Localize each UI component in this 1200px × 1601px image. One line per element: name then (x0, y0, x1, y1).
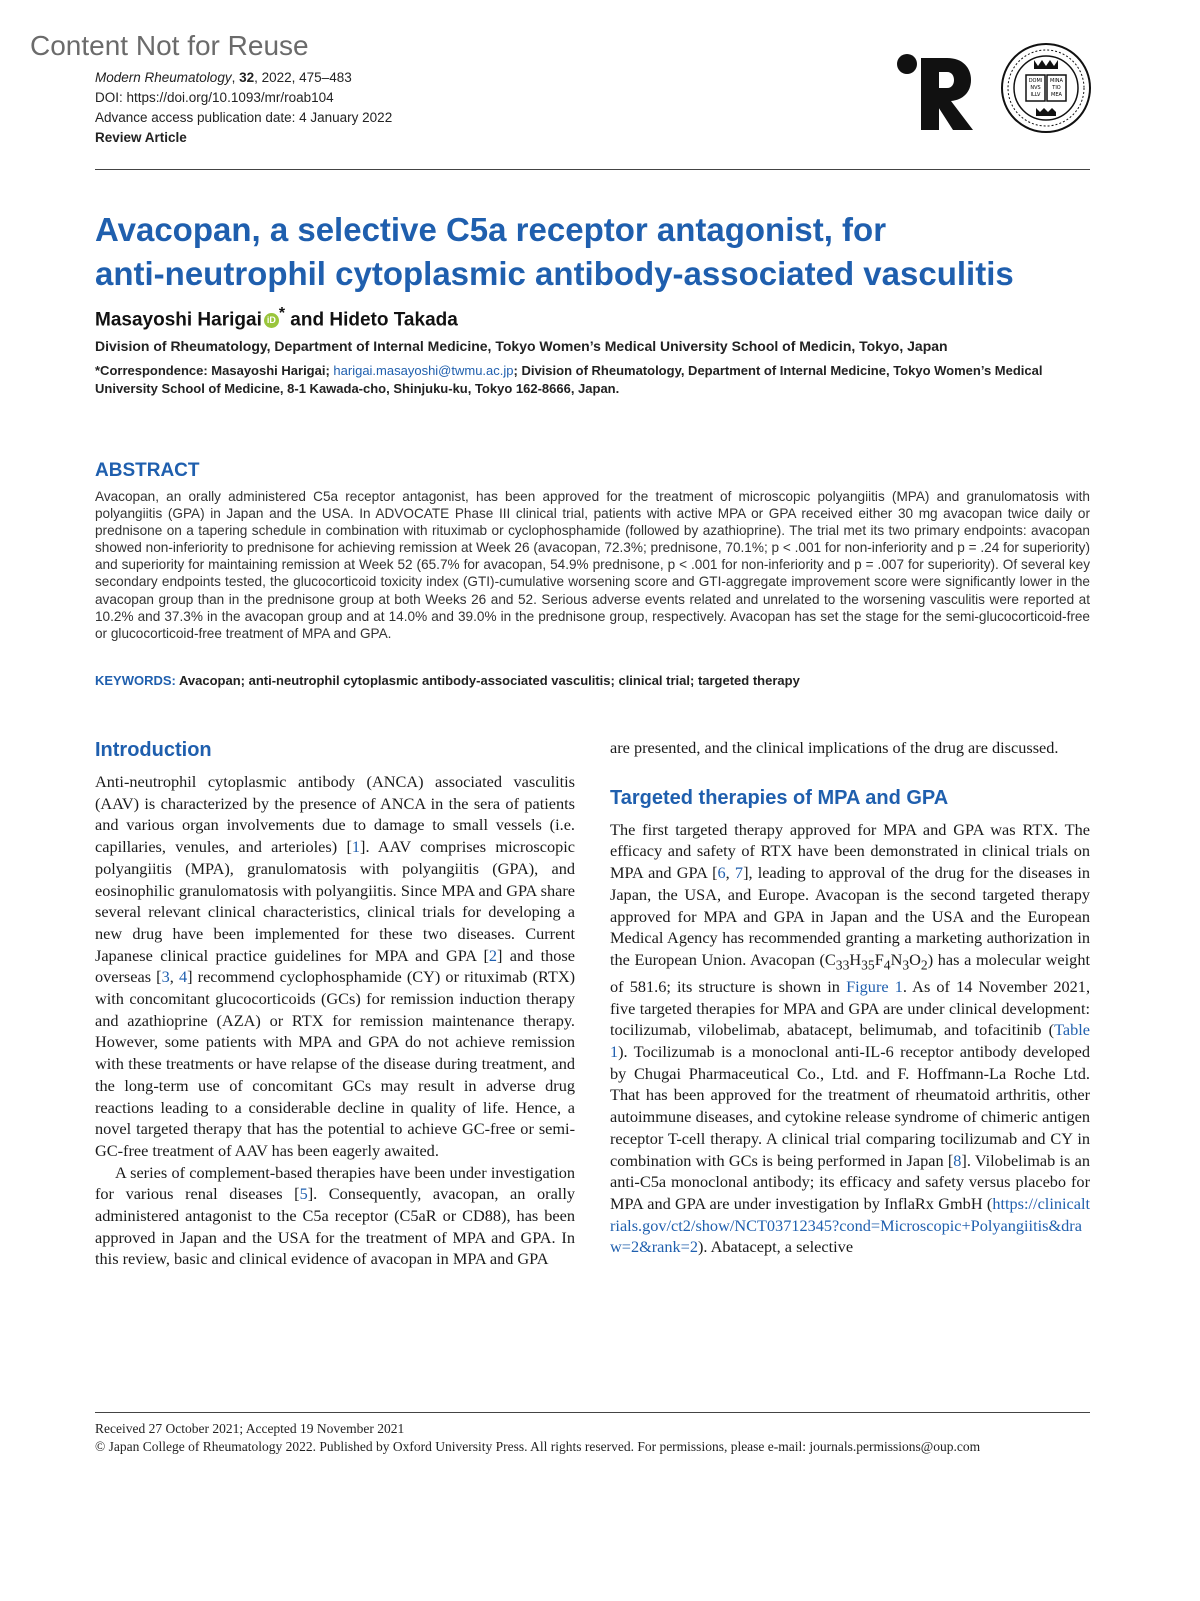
author-harigai: Masayoshi Harigai (95, 309, 262, 331)
footer-rule (95, 1412, 1090, 1413)
text-run: ). Abatacept, a selective (698, 1237, 854, 1257)
university-seal-icon (1000, 42, 1092, 134)
ref-link[interactable]: 5 (299, 1184, 308, 1204)
article-title (95, 208, 1095, 296)
keywords-label: KEYWORDS: (95, 673, 176, 688)
copyright-notice: © Japan College of Rheumatology 2022. Published by Oxford University Press. All rights reserved. For permissions, please e-mail: journals.permissions@oup.com (95, 1439, 981, 1454)
text-run: ] recommend cyclophosphamide (CY) or rituximab (RTX) with concomitant glucocorticoids (GCs) for remission induction therapy and azathioprine (AZA) or RTX for remission maintenance therapy. However, some patients with MPA and GPA do not achieve remission with these treatments or have relapse of the disease during treatment, and the long-term use of concomitant GCs may result in adverse drug reactions leading to a considerable decline in quality of life. Hence, a novel targeted therapy that has the potential to achieve GC-free or semi-GC-free treatment of AAV has been eagerly awaited. (95, 967, 575, 1160)
correspondence-address: ; Division of Rheumatology, Department of Internal Medicine, Tokyo Women’s Medical University School of Medicine, 8-1 Kawada-cho, Shinjuku-ku, Tokyo 162-8666, Japan. (95, 363, 1043, 396)
access-date: Advance access publication date: 4 January 2022 (95, 110, 393, 125)
text-run: F (874, 949, 884, 969)
correspondence (95, 362, 1095, 398)
doi-link[interactable]: DOI: https://doi.org/10.1093/mr/roab104 (95, 90, 334, 105)
footer (95, 1420, 1090, 1456)
subscript: 4 (883, 957, 891, 973)
watermark: Content Not for Reuse (30, 30, 309, 61)
text-run: N (890, 949, 903, 969)
clinicaltrials-url-link[interactable]: https://clinicaltrials.gov/ct2/show/NCT03712345?cond=Microscopic+Polyangiitis&draw=2&rank=2 (610, 1193, 1090, 1257)
publisher-r-logo-icon (895, 52, 975, 132)
abstract-text: Avacopan, an orally administered C5a receptor antagonist, has been approved for the treatment of microscopic polyangiitis (MPA) and granulomatosis with polyangiitis (GPA) in Japan and the USA. In ADVOCATE Phase III clinical trial, patients with active MPA or GPA received either 30 mg avacopan twice daily or prednisone on a tapering schedule in combination with rituximab or cyclophosphamide (followed by azathioprine). The trial met its two primary endpoints: avacopan showed non-inferiority to prednisone for achieving remission at Week 26 (avacopan, 72.3%; prednisone, 70.1%; p < .001 for non-inferiority and p = .24 for superiority) and superiority for maintaining remission at Week 52 (65.7% for avacopan, 54.9% prednisone, p < .001 for non-inferiority and p = .007 for superiority). Of several key secondary endpoints tested, the glucocorticoid toxicity index (GTI)-cumulative worsening score and GTI-aggregate improvement score were significantly lower in the avacopan group than in the prednisone group at both Weeks 26 and 52. Serious adverse events related and unrelated to the worsening vasculitis were reported at 10.2% and 37.3% in the avacopan group and at 14.0% and 39.0% in the prednisone group, respectively. Avacopan has set the stage for the semi-glucocorticoid-free or glucocorticoid-free treatment of MPA and GPA. (95, 489, 1090, 641)
seal-text: MINA (1050, 78, 1063, 84)
text-run: The first targeted therapy approved for MPA and GPA was RTX. The efficacy and safety of RTX have been demonstrated in clinical trials on MPA and GPA [ (610, 819, 1090, 883)
text-run: O (909, 949, 921, 969)
seal-text: TIO (1052, 85, 1061, 91)
email-link[interactable]: harigai.masayoshi@twmu.ac.jp (333, 363, 514, 378)
ref-link[interactable]: 7 (734, 863, 744, 883)
text-run: , (725, 863, 735, 883)
text-run: ]. Consequently, avacopan, an orally administered antagonist to the C5a receptor (C5aR or CD88), has been approved in Japan and the USA for the treatment of MPA and GPA. In this review, basic and clinical evidence of avacopan in MPA and GPA (95, 1184, 575, 1269)
subscript: 33 (835, 957, 850, 973)
table-1-link[interactable]: Table 1 (610, 1020, 1090, 1061)
text-run: ]. Vilobelimab is an anti-C5a monoclonal antibody; its efficacy and safety versus placebo for MPA and GPA are under investigation by InflaRx GmbH ( (610, 1150, 1090, 1213)
title-line-1: Avacopan, a selective C5a receptor antagonist, for (95, 211, 887, 248)
ref-link[interactable]: 8 (953, 1150, 962, 1170)
authors (95, 305, 458, 331)
subscript: 3 (902, 957, 910, 973)
targeted-paragraph (610, 819, 1090, 1258)
header-rule (95, 169, 1090, 170)
ref-link[interactable]: 4 (178, 967, 188, 987)
ref-link[interactable]: 1 (351, 837, 361, 857)
journal-citation: Modern Rheumatology, 32, 2022, 475–483 (95, 70, 352, 85)
journal-volume: 32 (239, 70, 255, 85)
text-run: ). Tocilizumab is a monoclonal anti-IL-6 receptor antibody developed by Chugai Pharmaceutical Co., Ltd. and F. Hoffmann-La Roche Ltd. That has been approved for the treatment of rheumatoid arthritis, other autoimmune diseases, and cytokine release syndrome of chimeric antigen receptor T-cell therapy. A clinical trial comparing tocilizumab and CY in combination with GCs is being performed in Japan [ (610, 1041, 1090, 1170)
text-run: A series of complement-based therapies have been under investigation for various renal diseases [ (95, 1162, 575, 1204)
text-run: H (849, 949, 862, 969)
ref-link[interactable]: 6 (717, 863, 726, 883)
abstract-heading: ABSTRACT (95, 460, 200, 481)
article-type: Review Article (95, 130, 187, 145)
seal-text: MEA (1051, 92, 1062, 98)
affiliation: Division of Rheumatology, Department of Internal Medicine, Tokyo Women’s Medical University School of Medicin, Tokyo, Japan (95, 338, 948, 354)
received-dates: Received 27 October 2021; Accepted 19 November 2021 (95, 1421, 405, 1436)
text-run: , (169, 967, 179, 987)
column-right (610, 737, 1090, 1258)
text-run: ] and those overseas [ (95, 945, 575, 987)
intro-paragraph-2 (95, 1162, 575, 1271)
column-left (95, 737, 575, 1270)
text-run: . As of 14 November 2021, five targeted therapies for MPA and GPA are under clinical development: tocilizumab, vilobelimab, abatacept, belimumab, and tofacitinib ( (610, 976, 1091, 1040)
text-run: ]. AAV comprises microscopic polyangiitis (MPA), granulomatosis with polyangiitis (GPA), and eosinophilic granulomatosis with polyangiitis. Since MPA and GPA share several relevant clinical characteristics, clinical trials for developing a new drug have been implemented for these two diseases. Current Japanese clinical practice guidelines for MPA and GPA [ (95, 837, 575, 965)
keywords (95, 673, 1090, 688)
orcid-icon[interactable]: iD (264, 313, 279, 328)
seal-text: ILLV (1030, 92, 1041, 98)
text-run: Anti-neutrophil cytoplasmic antibody (ANCA) associated vasculitis (AAV) is characterized by the presence of ANCA in the sera of patients and various organ involvements due to damage to small vessels (i.e. capillaries, venules, and arterioles) [ (95, 772, 575, 857)
author-takada: and Hideto Takada (285, 309, 458, 331)
seal-text: NVS (1030, 85, 1041, 91)
intro-continuation: are presented, and the clinical implications of the drug are discussed. (610, 738, 1059, 757)
text-run: ], leading to approval of the drug for the diseases in Japan, the USA, and Europe. Avacopan is the second targeted therapy approved for MPA and GPA in Japan and the USA and the European Medical Agency has recommended granting a marketing authorization in the European Union. Avacopan (C (610, 863, 1091, 969)
keywords-text: Avacopan; anti-neutrophil cytoplasmic antibody-associated vasculitis; clinical trial; targeted therapy (175, 673, 800, 688)
seal-text: DOMI (1028, 78, 1043, 84)
subscript: 2 (920, 957, 928, 973)
journal-info (95, 68, 392, 148)
journal-name: Modern Rheumatology (95, 70, 232, 85)
corresponding-mark: * (278, 305, 286, 322)
title-line-2: anti-neutrophil cytoplasmic antibody-associated vasculitis (95, 255, 1014, 292)
text-run: ) has a molecular weight of 581.6; its structure is shown in (610, 949, 1090, 996)
ref-link[interactable]: 3 (161, 967, 170, 987)
subscript: 35 (861, 957, 875, 973)
section-heading-introduction: Introduction (95, 739, 212, 761)
ref-link[interactable]: 2 (488, 945, 498, 965)
intro-paragraph-1 (95, 771, 575, 1162)
correspondence-prefix: *Correspondence: Masayoshi Harigai; (95, 363, 334, 378)
journal-year-pages: , 2022, 475–483 (254, 70, 352, 85)
section-heading-targeted-therapies: Targeted therapies of MPA and GPA (610, 786, 949, 809)
figure-1-link[interactable]: Figure 1 (846, 976, 903, 996)
